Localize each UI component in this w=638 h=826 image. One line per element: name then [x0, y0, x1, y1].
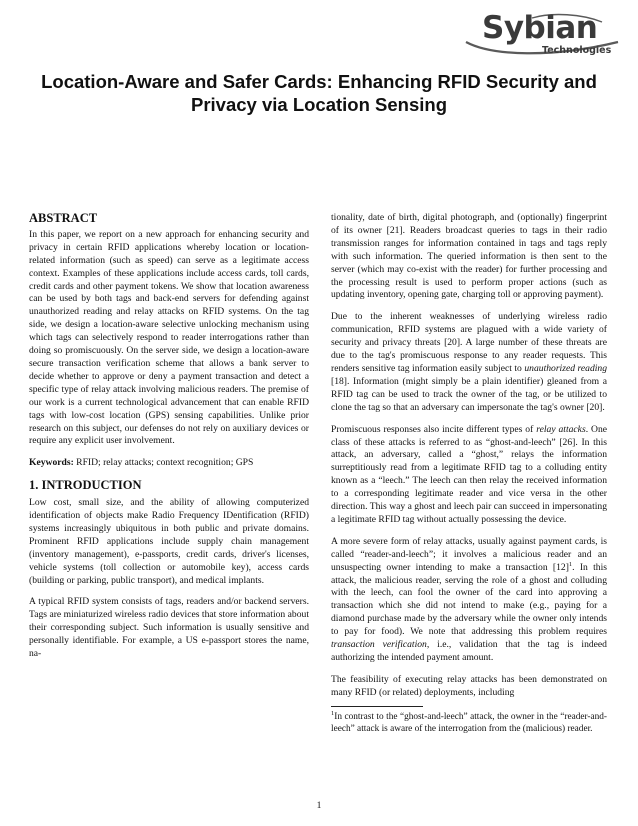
right-paragraph-2 [331, 311, 607, 414]
left-column [29, 212, 309, 670]
p3-emphasis: relay attacks [536, 423, 586, 435]
abstract-text: In this paper, we report on a new approach for enhancing security and privacy in certain RFID applications whereby location or location-related information (such as speed) can serve as a legitimate access context. Examples of these applications include access cards, toll cards, credit cards and other payment tokens. We show that location awareness can be used by both tags and back-end servers for defending against unauthorized reading and relay attacks on RFID systems. On the tag side, we design a location-aware selective unlocking mechanism using which tags can selectively respond to reader interrogations rather than doing so promiscuously. On the server side, we design a location-aware secure transaction verification scheme that allows a bank server to decide whether to approve or deny a payment transaction and detect a specific type of relay attack involving malicious readers. The premise of our work is a current technological advancement that can enable RFID tags with low-cost location (GPS) sensing capabilities. Unlike prior research on this subject, our defenses do not rely on auxiliary devices or require any explicit user involvement. [29, 228, 309, 447]
right-paragraph-1: tionality, date of birth, digital photograph, and (optionally) fingerprint of its owner [21]. Readers broadcast queries to tags in their radio transmission ranges for information contained in tags and tags reply with such information. The queried information is then sent to the server (which may co-exist with the reader) for further processing and the processing result is used to perform proper actions (such as updating inventory, opening gate, charging toll or approving payment). [331, 212, 607, 301]
keywords-label: Keywords: [29, 457, 74, 469]
p4-emphasis: transaction verification [331, 639, 427, 651]
p3-text-b: . One class of these attacks is referred to as “ghost-and-leech” [26]. In this attack, an adversary, called a “ghost,” relays the information surreptitiously read from a legitimate RFID tag to a colluding entity known as a “leech.” The leech can then relay the received information to a corresponding legitimate reader and vice versa in the other direction. This way a ghost and leech pair can succeed in impersonating a legitimate RFID tag without actually possessing the device. [331, 423, 607, 525]
intro-paragraph-2: A typical RFID system consists of tags, readers and/or backend servers. Tags are miniaturized wireless radio devices that store information about their corresponding subject. Such information is usually sensitive and personally identifiable. For example, a US e-passport stores the name, na- [29, 596, 309, 660]
p2-text-a: Due to the inherent weaknesses of underlying wireless radio communication, RFID systems are plagued with a wide variety of security and privacy threats [20]. A large number of these threats are due to the tag's promiscuous response to any reader requests. This renders sensitive tag information easily subject to [331, 311, 607, 374]
sybian-logo [462, 12, 622, 58]
right-paragraph-4 [331, 536, 607, 665]
footnote-text: In contrast to the “ghost-and-leech” attack, the owner in the “reader-and-leech” attack is aware of the interrogation from the (malicious) reader. [331, 711, 607, 735]
footnote [331, 711, 607, 736]
right-column [331, 212, 607, 735]
footnote-marker: 1 [568, 560, 573, 568]
page-number: 1 [316, 800, 322, 811]
p4-text-b: . In this attack, the malicious reader, serving the role of a ghost and colluding with the leech, can fool the owner of the card into approving a transaction which she did not intend to make (e.g., paying for a diamond purchase made by the adversary while the owner only intends to pay for food). We note that addressing this problem requires [331, 561, 607, 638]
keywords [29, 457, 309, 470]
p3-text-a: Promiscuous responses also incite different types of [331, 423, 537, 435]
footnote-divider [331, 706, 423, 707]
footnote-number: 1 [331, 709, 335, 717]
p4-text-c: , i.e., validation that the tag is indeed authorizing the intended payment amount. [331, 639, 607, 663]
section-heading-introduction: 1. INTRODUCTION [29, 478, 142, 493]
p2-text-b: [18]. Information (might simply be a plain identifier) gleaned from a RFID tag can be used to track the owner of the tag, or be utilized to clone the tag so that an adversary can impersonate the tag's owner [20]. [331, 375, 607, 413]
right-paragraph-3 [331, 424, 607, 527]
right-paragraph-5: The feasibility of executing relay attacks has been demonstrated on many RFID (or related) deployments, including [331, 673, 607, 698]
intro-paragraph-1: Low cost, small size, and the ability of allowing computerized identification of objects make Radio Frequency IDentification (RFID) systems increasingly ubiquitous in both public and private domains. Prominent RFID applications include supply chain management (inventory management), e-passports, credit cards, driver's licenses, vehicle systems (toll collection or automobile key), access cards (building or parking, public transport), and medical implants. [29, 497, 309, 586]
paper-title: Location-Aware and Safer Cards: Enhancing RFID Security and Privacy via Location Sensing [41, 71, 597, 115]
p2-emphasis: unauthorized reading [524, 362, 608, 374]
logo-tagline: Technologies [542, 45, 612, 56]
keywords-text: RFID; relay attacks; context recognition; GPS [76, 457, 254, 469]
abstract-heading: ABSTRACT [29, 211, 98, 225]
logo-wordmark: Sybian [482, 10, 598, 46]
p4-text-a: A more severe form of relay attacks, usually against payment cards, is called “reader-and-leech”; it involves a malicious reader and an unsuspecting owner intending to make a transaction [12] [331, 535, 607, 573]
